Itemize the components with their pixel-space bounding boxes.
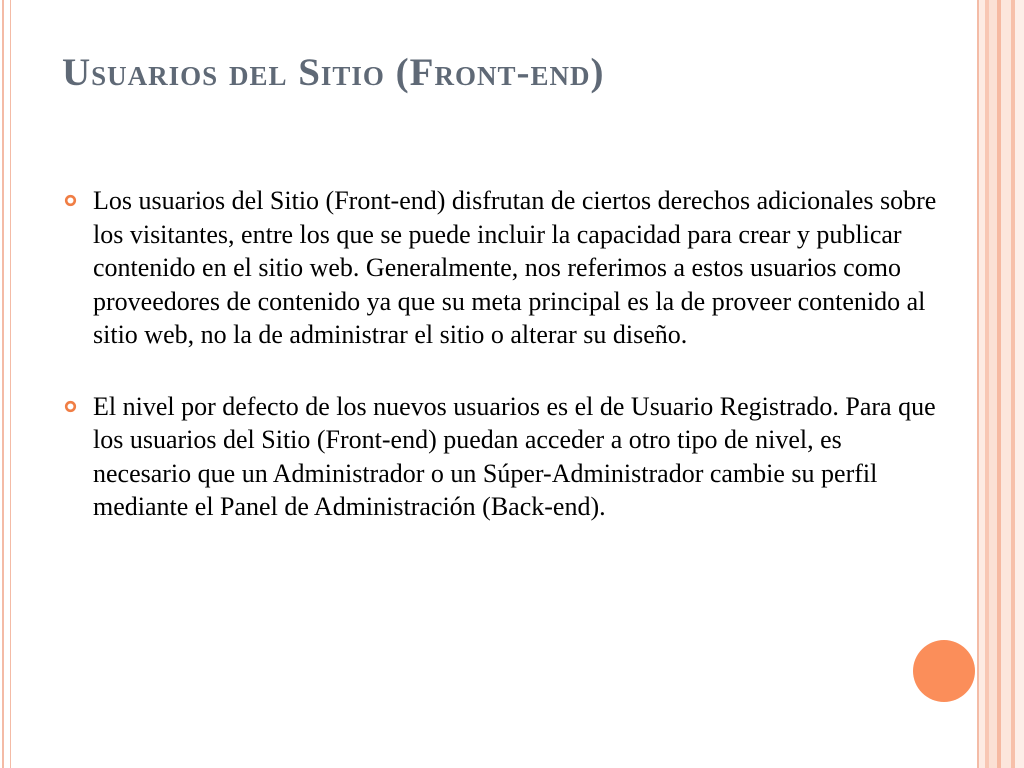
decorative-stripe [1001,0,1011,768]
circle-bullet-icon [64,194,77,207]
decorative-stripe [1015,0,1024,768]
bullet-text: Los usuarios del Sitio (Front-end) disfrutan de ciertos derechos adicionales sobre los visitantes, entre los que se puede incluir la capacidad para crear y publicar contenido en el sitio web. Generalmente, nos referimos a estos usuarios como proveedores de contenido ya que su meta principal es la de proveer contenido al sitio web, no la de administrar el sitio o alterar su diseño. [93,186,937,349]
slide-title: Usuarios del Sitio (Front-end) [62,51,605,94]
bullet-item [64,390,944,524]
decorative-stripe [989,0,997,768]
decorative-orange-circle [913,640,975,702]
bullet-list [64,184,944,524]
circle-bullet-icon [64,400,77,413]
bullet-text: El nivel por defecto de los nuevos usuarios es el de Usuario Registrado. Para que los usuarios del Sitio (Front-end) puedan acceder a otro tipo de nivel, es necesario que un Administrador o un Súper-Administrador cambie su perfil mediante el Panel de Administración (Back-end). [93,391,936,521]
bullet-item [64,184,944,352]
